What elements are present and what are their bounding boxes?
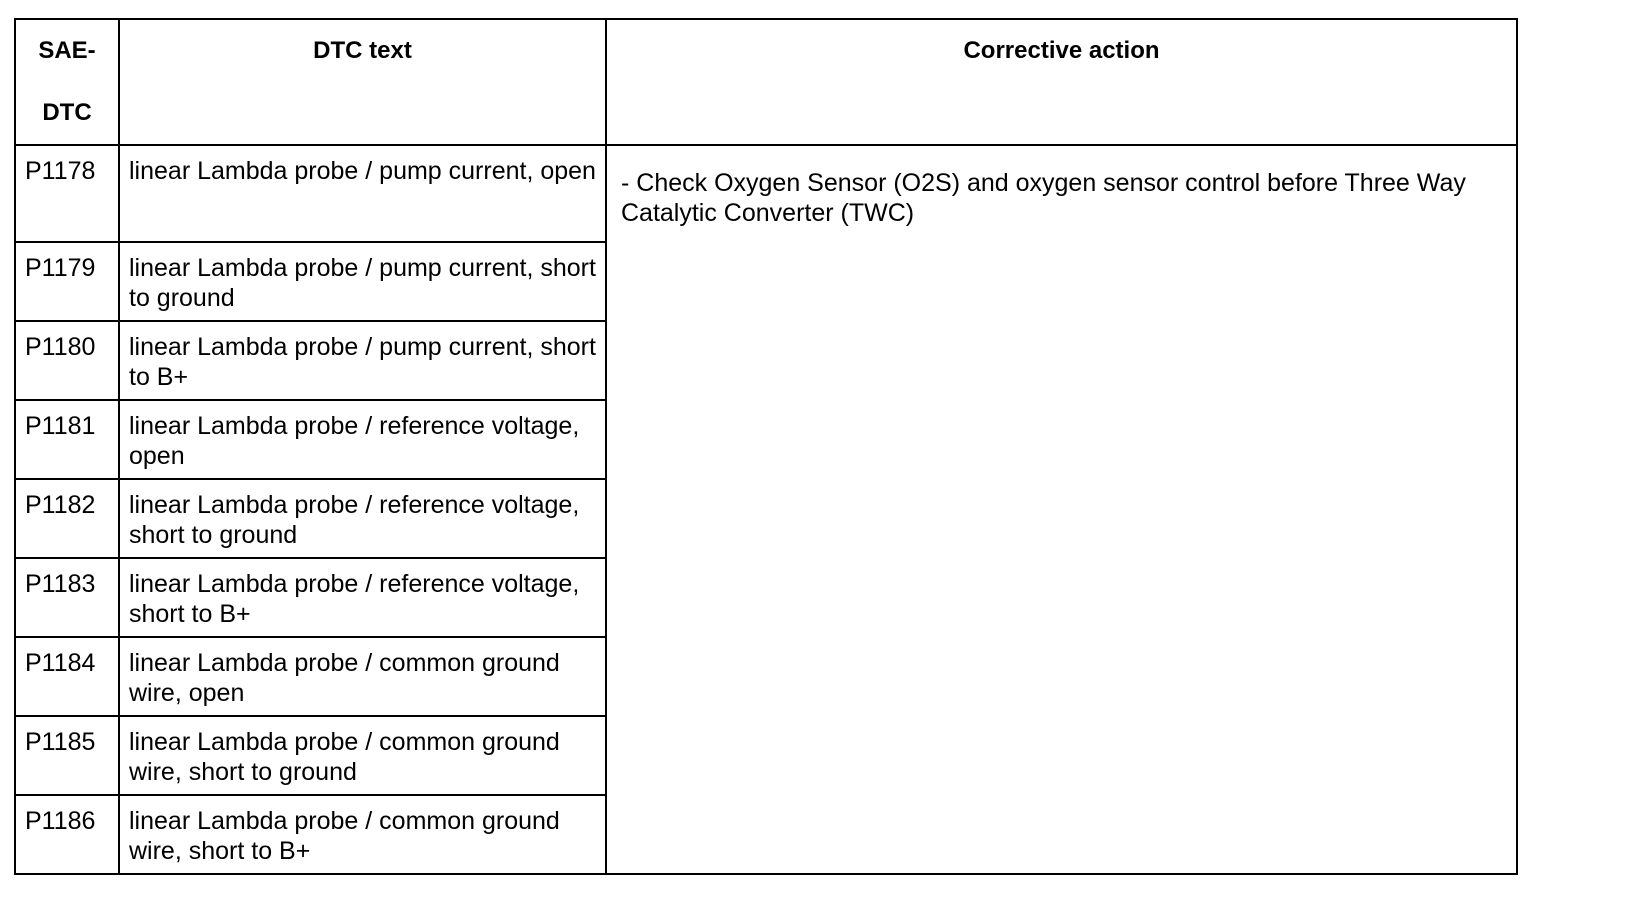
dtc-code-cell: P1186 [15,795,119,874]
table-header-row [15,19,1517,145]
dtc-code-cell: P1182 [15,479,119,558]
dtc-code-cell: P1178 [15,145,119,242]
dtc-text-cell: linear Lambda probe / common ground wire, short to B+ [119,795,606,874]
dtc-code-cell: P1185 [15,716,119,795]
dtc-code-cell: P1183 [15,558,119,637]
table-row [15,145,1517,242]
header-sae-dtc [15,19,119,145]
dtc-text-cell: linear Lambda probe / pump current, short to B+ [119,321,606,400]
dtc-text-cell: linear Lambda probe / pump current, open [119,145,606,242]
dtc-text-cell: linear Lambda probe / pump current, short to ground [119,242,606,321]
header-sae-dtc-line2: DTC [42,99,92,126]
header-corrective-action: Corrective action [606,19,1517,145]
dtc-code-cell: P1184 [15,637,119,716]
header-dtc-text: DTC text [119,19,606,145]
dtc-table [14,18,1518,875]
dtc-text-cell: linear Lambda probe / common ground wire, open [119,637,606,716]
dtc-text-cell: linear Lambda probe / reference voltage, short to ground [119,479,606,558]
dtc-code-cell: P1180 [15,321,119,400]
dtc-code-cell: P1179 [15,242,119,321]
dtc-text-cell: linear Lambda probe / reference voltage, short to B+ [119,558,606,637]
dtc-text-cell: linear Lambda probe / common ground wire, short to ground [119,716,606,795]
dtc-code-cell: P1181 [15,400,119,479]
dtc-text-cell: linear Lambda probe / reference voltage, open [119,400,606,479]
corrective-action-cell: - Check Oxygen Sensor (O2S) and oxygen sensor control before Three Way Catalytic Converter (TWC) [606,145,1517,874]
header-sae-dtc-line1: SAE- [38,37,96,64]
